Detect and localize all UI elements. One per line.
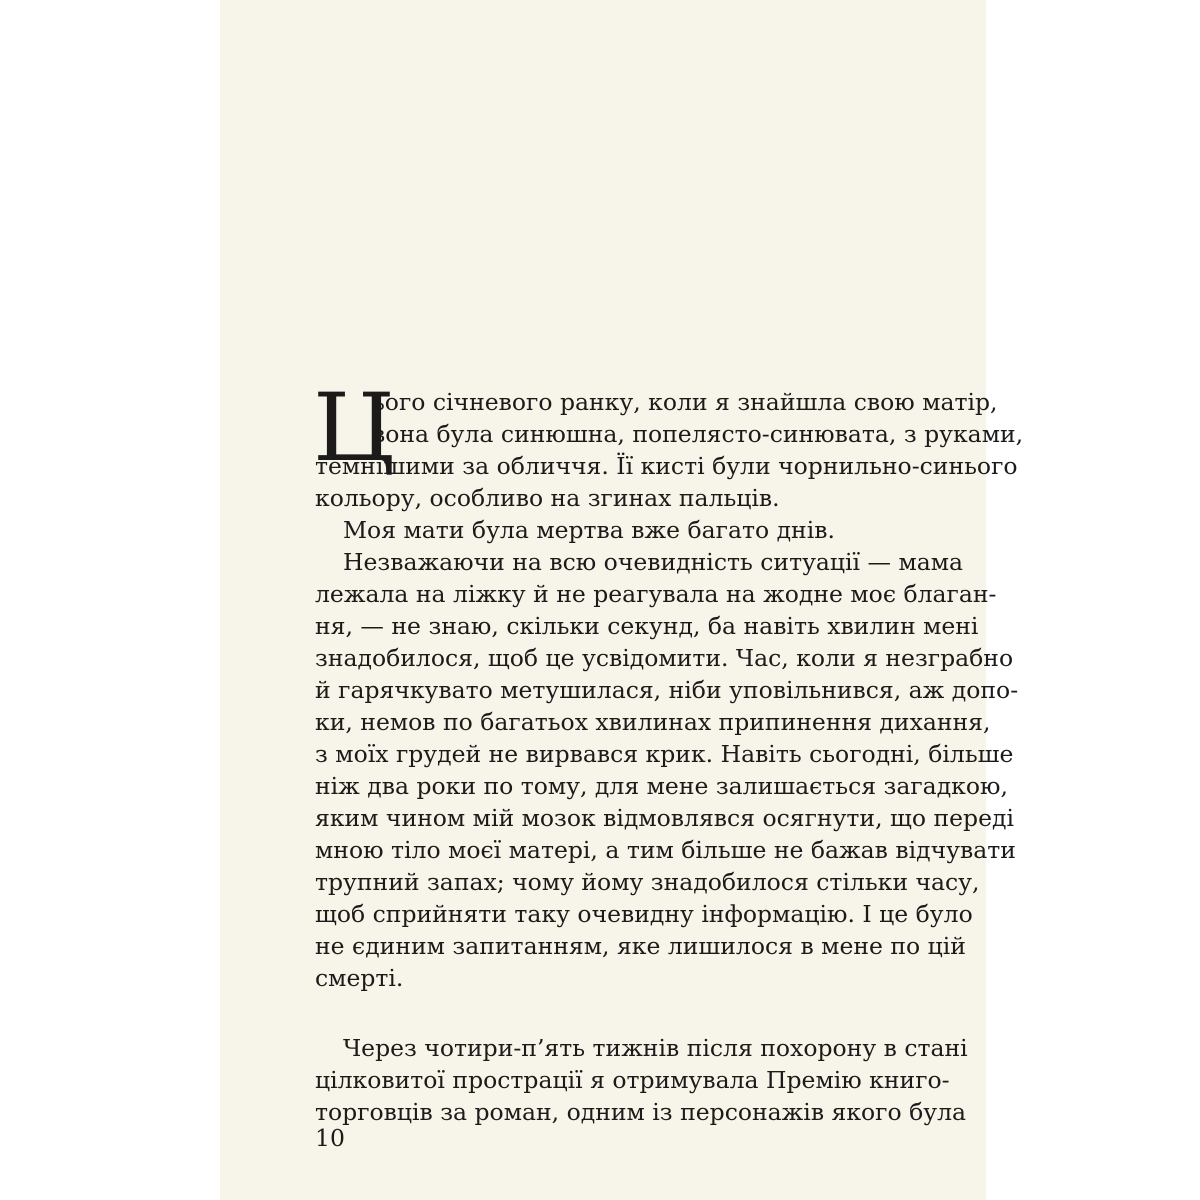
- text-line: Моя мати була мертва вже багато днів.: [343, 516, 835, 544]
- text-line: смерті.: [315, 964, 404, 992]
- text-line: Через чотири-п’ять тижнів після похорону в стані: [343, 1034, 968, 1062]
- text-line: цілковитої прострації я отримувала Премію книго-: [315, 1066, 950, 1094]
- text-line: трупний запах; чому йому знадобилося стільки часу,: [315, 868, 980, 896]
- text-line: ки, немов по багатьох хвилинах припинення дихання,: [315, 708, 991, 736]
- text-line: з моїх грудей не вирвався крик. Навіть сьогодні, більше: [315, 740, 1014, 768]
- text-line: мною тіло моєї матері, а тим більше не бажав відчувати: [315, 836, 1016, 864]
- text-line: ня, — не знаю, скільки секунд, ба навіть хвилин мені: [315, 612, 979, 640]
- text-line: щоб сприйняти таку очевидну інформацію. І це було: [315, 900, 973, 928]
- text-line: темнішими за обличчя. Її кисті були чорнильно-синього: [315, 452, 1018, 480]
- text-line: яким чином мій мозок відмовлявся осягнути, що переді: [315, 804, 1014, 832]
- text-line: й гарячкувато метушилася, ніби уповільнився, аж допо-: [315, 676, 1019, 704]
- text-line: Незважаючи на всю очевидність ситуації — мама: [343, 548, 964, 576]
- page-number: 10: [315, 1124, 345, 1152]
- text-line: знадобилося, щоб це усвідомити. Час, коли я незграбно: [315, 644, 1014, 672]
- text-line: вона була синюшна, попелясто-синювата, з руками,: [372, 420, 1024, 448]
- text-line: лежала на ліжку й не реагувала на жодне моє благан-: [315, 580, 997, 608]
- text-line: не єдиним запитанням, яке лишилося в мене по цій: [315, 932, 966, 960]
- text-line: кольору, особливо на згинах пальців.: [315, 484, 780, 512]
- text-line: ніж два роки по тому, для мене залишається загадкою,: [315, 772, 1008, 800]
- text-line: торговців за роман, одним із персонажів якого була: [315, 1098, 967, 1126]
- drop-cap: Ц: [313, 374, 395, 483]
- text-line: ього січневого ранку, коли я знайшла свою матір,: [372, 388, 998, 416]
